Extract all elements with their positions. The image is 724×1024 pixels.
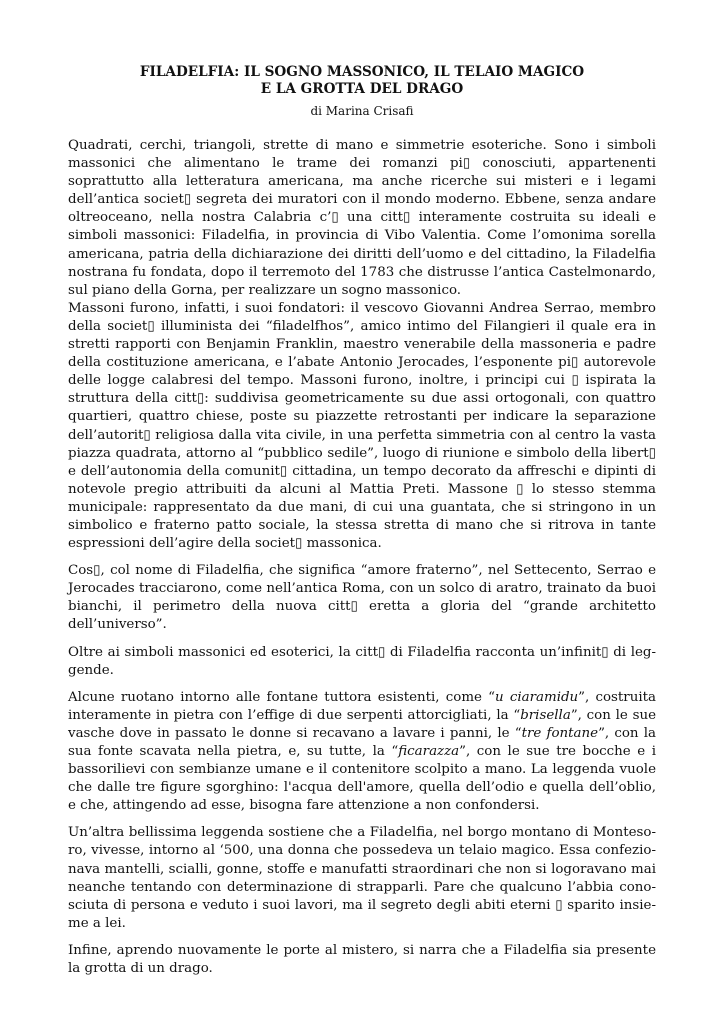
paragraph-6: Un’altra bellissima leggenda sostiene che a Filadelfia, nel borgo montano di Montesoro, vivesse, intorno al ‘500, una donna che possedeva un telaio magico. Essa confezionava mantelli, scialli, gonne, stoffe e manufatti straordinari che non si logoravano mai neanche tentando con determinazione di strapparli. Pare che qualcuno l’abbia conosciuta di persona e veduto i suoi lavori, ma il segreto degli abiti eterni ▯ sparito insieme a lei. [68,825,656,931]
paragraph-1: Quadrati, cerchi, triangoli, strette di mano e simmetrie esoteriche. Sono i simboli massonici che alimentano le trame dei romanzi pi▯ conosciuti, appartenenti soprattutto alla letteratura americana, ma anche ricerche sui misteri e i legami dell’antica societ▯ segreta dei muratori con il mondo moderno. Ebbene, senza andare oltreoceano, nella nostra Calabria c’▯ una citt▯ interamente costruita su ideali e simboli massonici: Filadelfia, in provincia di Vibo Valentia. Come l’omonima sorella americana, patria della dichiarazione dei diritti dell’uomo e del cittadino, la Filadelfia nostrana fu fondata, dopo il terremoto del 1783 che distrusse l’antica Castelmonardo, sul piano della Gorna, per realizzare un sogno massonico. [68,138,656,298]
fountain-name-u-ciaramidu: u ciaramidu [495,689,579,705]
author-byline: di Marina Crisafi [310,104,414,118]
paragraph-5-text-d: ”, con la sua fonte scavata nella pietra, e, su tutte, la “ [68,725,656,759]
title-line-1: FILADELFIA: IL SOGNO MASSONICO, IL TELAIO MAGICO [139,64,585,80]
document-page [68,64,656,978]
paragraph-4: Oltre ai simboli massonici ed esoterici, la citt▯ di Filadelfia racconta un’infinit▯ di leggende. [68,644,656,678]
fountain-name-tre-fontane: tre fontane [521,725,599,741]
paragraph-7: Infine, aprendo nuovamente le porte al mistero, si narra che a Filadelfia sia presente la grotta di un drago. [68,942,656,977]
paragraph-5-text-a: Alcune ruotano intorno alle fontane tuttora esistenti, come “ [68,689,495,705]
paragraph-5-text-e: ”, con le sue tre bocche e i bassorilievi con sembianze umane e il contenitore scolpito a mano. La leggenda vuole che dalle tre figure sgorghino: l'acqua dell'amore, quella dell’odio e quella dell’oblio, e che, attingendo ad esse, bisogna fare attenzione a non confondersi. [68,744,656,814]
fountain-name-ficarazza: ficarazza [398,744,460,759]
paragraph-5 [68,689,656,816]
paragraph-2: Massoni furono, infatti, i suoi fondatori: il vescovo Giovanni Andrea Serrao, membro della societ▯ illuminista dei “filadelfhos”, amico intimo del Filangieri il quale era in stretti rapporti con Benjamin Franklin, maestro venerabile della massoneria e padre della costituzione americana, e l’abate Antonio Jerocades, l’esponente pi▯ autorevole delle logge calabresi del tempo. Massoni furono, inoltre, i principi cui ▯ ispirata la struttura della citt▯: suddivisa geometricamente su due assi ortogonali, con quattro quartieri, quattro chiese, poste su piazzette retrostanti per indicare la separazione dell’autorit▯ religiosa dalla vita civile, in una perfetta simmetria con al centro la vasta piazza quadrata, attorno al “pubblico sedile”, luogo di riunione e simbolo della libert▯ e dell’autonomia della comunit▯ cittadina, un tempo decorato da affreschi e dipinti di notevole pregio attribuiti da alcuni al Mattia Preti. Massone ▯ lo stesso stemma municipale: rappresentato da due mani, di cui una guantata, che si stringono in un simbolico e fraterno patto sociale, la stessa stretta di mano che si ritrova in tante espressioni dell’agire della societ▯ massonica. [68,300,656,552]
title-line-2: E LA GROTTA DEL DRAGO [260,81,464,97]
paragraph-5-text-b: ”, costruita interamente in pietra con l’effige di due serpenti attorcigliati, la “ [68,689,656,723]
document-title [68,64,656,98]
fountain-name-brisella: brisella [520,707,571,723]
paragraph-3: Cos▯, col nome di Filadelfia, che significa “amore fraterno”, nel Settecento, Serrao e Jerocades tracciarono, come nell’antica Roma, con un solco di aratro, trainato da buoi bianchi, il perimetro della nuova citt▯ eretta a gloria del “grande architetto dell’universo”. [68,563,656,633]
paragraph-5-text-c: ”, con le sue vasche dove in passato le donne si recavano a lavare i panni, le “ [68,707,656,741]
